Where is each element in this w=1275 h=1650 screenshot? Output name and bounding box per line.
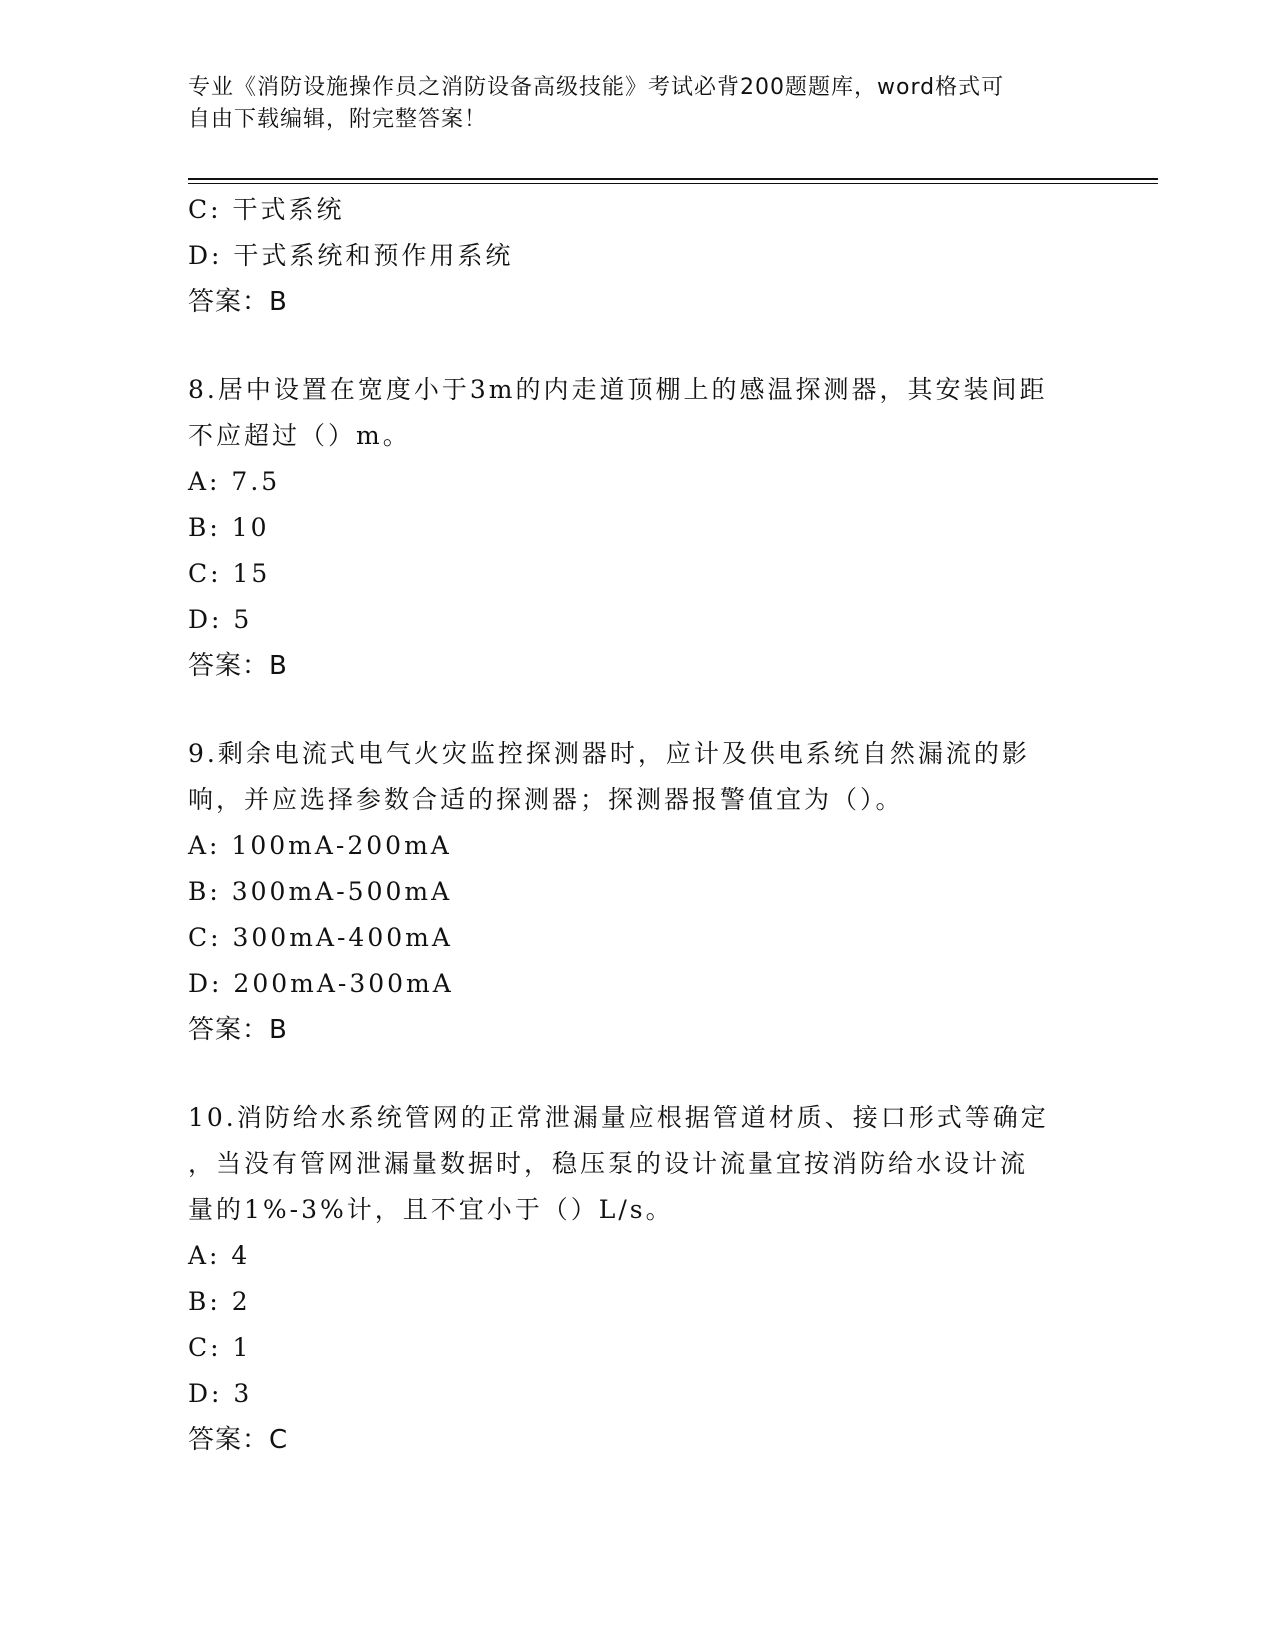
prev-question-block xyxy=(188,187,1088,325)
answer-line: 答案：B xyxy=(188,1015,288,1045)
header-line-2: 自由下载编辑，附完整答案！ xyxy=(188,107,488,132)
question-10 xyxy=(188,1095,1088,1463)
option-c: C: 1 xyxy=(188,1333,252,1362)
option-d: D: 3 xyxy=(188,1379,253,1408)
question-text-line: 量的1%-3%计，且不宜小于（）L/s。 xyxy=(188,1195,674,1224)
document-body xyxy=(188,187,1088,1463)
option-c: C: 15 xyxy=(188,559,271,588)
answer-line: 答案：B xyxy=(188,651,288,681)
option-a: A: 4 xyxy=(188,1241,251,1270)
spacer xyxy=(188,1053,1088,1095)
spacer xyxy=(188,689,1088,731)
question-text-line: 9.剩余电流式电气火灾监控探测器时，应计及供电系统自然漏流的影 xyxy=(188,739,1030,768)
option-c: C: 干式系统 xyxy=(188,195,345,224)
option-b: B: 300mA-500mA xyxy=(188,877,453,906)
spacer xyxy=(188,325,1088,367)
header-divider-thick xyxy=(188,178,1158,180)
option-a: A: 100mA-200mA xyxy=(188,831,452,860)
option-d: D: 200mA-300mA xyxy=(188,969,454,998)
option-b: B: 2 xyxy=(188,1287,251,1316)
option-b: B: 10 xyxy=(188,513,270,542)
question-text-line: 响，并应选择参数合适的探测器；探测器报警值宜为（）。 xyxy=(188,785,904,814)
question-text-line: 8.居中设置在宽度小于3m的内走道顶棚上的感温探测器，其安装间距 xyxy=(188,375,1048,404)
question-8 xyxy=(188,367,1088,689)
option-a: A: 7.5 xyxy=(188,467,281,496)
answer-line: 答案：C xyxy=(188,1425,289,1455)
question-text-line: 10.消防给水系统管网的正常泄漏量应根据管道材质、接口形式等确定 xyxy=(188,1103,1049,1132)
question-9 xyxy=(188,731,1088,1053)
header-divider-thin xyxy=(188,183,1158,184)
document-header xyxy=(188,72,1088,136)
question-text-line: ，当没有管网泄漏量数据时，稳压泵的设计流量宜按消防给水设计流 xyxy=(188,1149,1029,1178)
option-d: D: 5 xyxy=(188,605,253,634)
option-c: C: 300mA-400mA xyxy=(188,923,453,952)
header-line-1: 专业《消防设施操作员之消防设备高级技能》考试必背200题题库，word格式可 xyxy=(188,75,1005,100)
answer-line: 答案：B xyxy=(188,287,288,317)
question-text-line: 不应超过（）m。 xyxy=(188,421,411,450)
option-d: D: 干式系统和预作用系统 xyxy=(188,241,514,270)
